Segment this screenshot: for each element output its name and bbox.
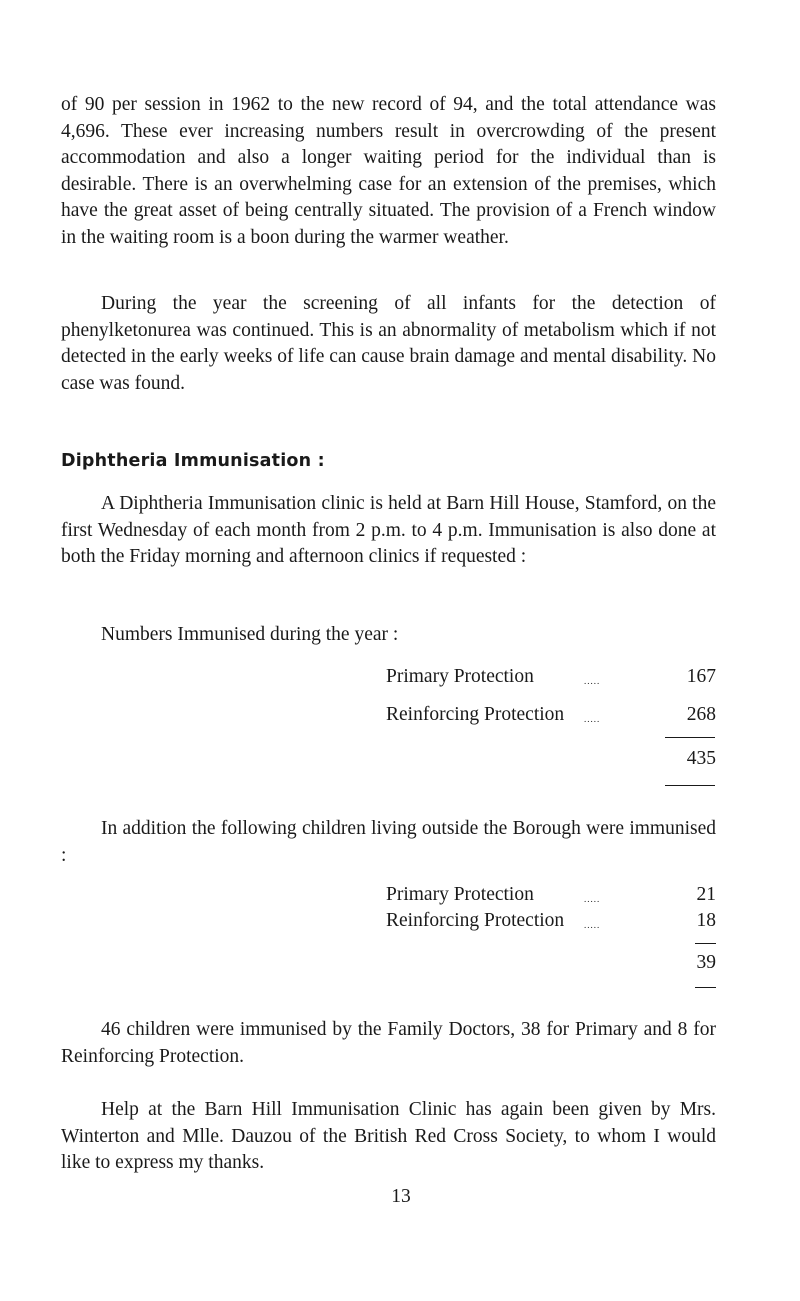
table-row-reinforcing-outside	[386, 908, 716, 934]
page-number: 13	[391, 1186, 411, 1207]
table-total: 39	[696, 952, 716, 973]
dot-leader: .....	[584, 714, 601, 724]
row-label: Primary Protection	[386, 666, 534, 687]
row-value: 167	[686, 666, 716, 687]
paragraph-outside-borough: In addition the following children living outside the Borough were immunised :	[61, 818, 716, 866]
table-row-primary-outside	[386, 882, 716, 908]
dot-leader: .....	[584, 894, 601, 904]
paragraph-clinic-info: A Diphtheria Immunisation clinic is held at Barn Hill House, Stamford, on the first Wednesday of each month from 2 p.m. to 4 p.m. Immunisation is also done at both the Friday morning and afternoon clinics if requested :	[61, 493, 716, 567]
table-total: 435	[686, 748, 716, 769]
paragraph-phenylketonurea: During the year the screening of all infants for the detection of phenylketonurea was continued. This is an abnormality of metabolism which if not detected in the early weeks of life can cause brain damage and mental disability. No case was found.	[61, 293, 716, 394]
dot-leader: .....	[584, 920, 601, 930]
table-row-reinforcing	[386, 702, 716, 728]
paragraph-family-doctors: 46 children were immunised by the Family Doctors, 38 for Primary and 8 for Reinforcing Protection.	[61, 1019, 716, 1067]
numbers-immunised-intro: Numbers Immunised during the year :	[101, 624, 399, 645]
paragraph-attendance: of 90 per session in 1962 to the new record of 94, and the total attendance was 4,696. These ever increasing numbers result in overcrowding of the present accommodation and also a longer waiting period for the individual than is desirable. There is an overwhelming case for an extension of the premises, which have the great asset of being centrally situated. The provision of a French window in the waiting room is a boon during the warmer weather.	[61, 94, 716, 248]
total-underline	[695, 987, 716, 988]
paragraph-acknowledgement: Help at the Barn Hill Immunisation Clinic has again been given by Mrs. Winterton and Mlle. Dauzou of the British Red Cross Society, to whom I would like to express my thanks.	[61, 1099, 716, 1173]
sum-rule	[665, 737, 715, 738]
row-value: 21	[696, 884, 716, 905]
row-label: Reinforcing Protection	[386, 704, 565, 725]
section-heading-diphtheria: Diphtheria Immunisation :	[61, 451, 325, 471]
table-row-primary	[386, 664, 716, 690]
sum-rule	[695, 943, 716, 944]
row-value: 268	[686, 704, 716, 725]
total-underline	[665, 785, 715, 786]
dot-leader: .....	[584, 676, 601, 686]
row-label: Primary Protection	[386, 884, 534, 905]
row-label: Reinforcing Protection	[386, 910, 565, 931]
row-value: 18	[696, 910, 716, 931]
document-page	[61, 0, 741, 1301]
